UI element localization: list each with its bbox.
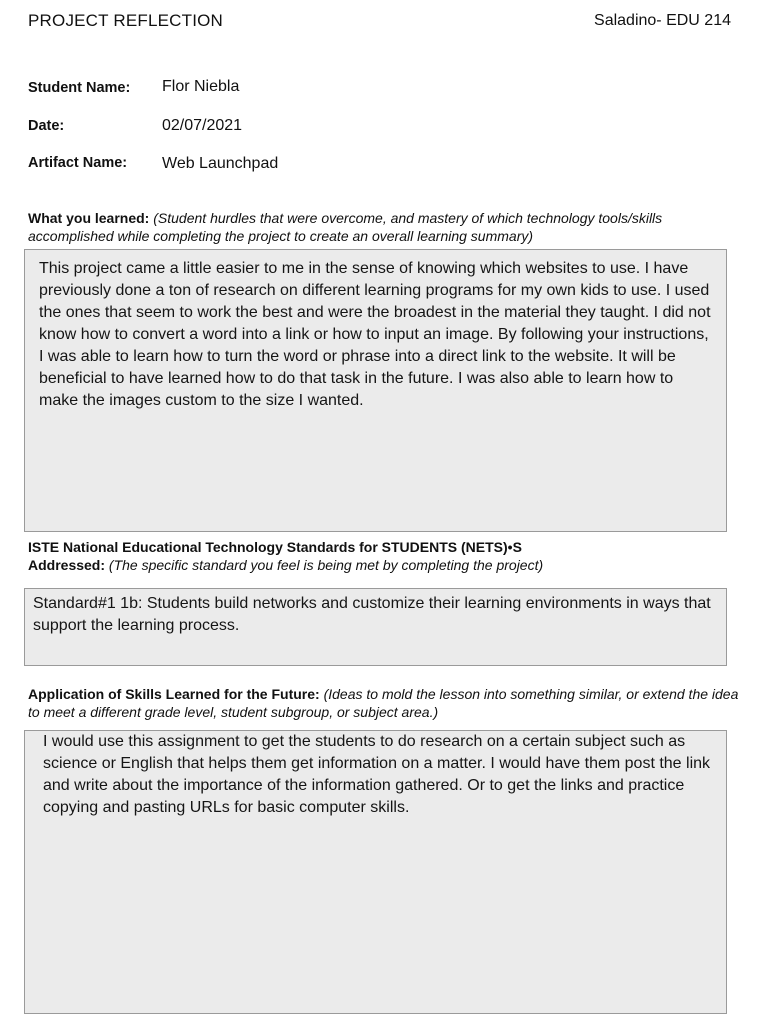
application-heading — [28, 685, 743, 721]
artifact-name-value: Web Launchpad — [162, 155, 279, 172]
artifact-name-label: Artifact Name: — [28, 155, 128, 171]
standard-text-box: Standard#1 1b: Students build networks and customize their learning environments in ways that support the learning process. — [24, 588, 727, 666]
standards-heading — [28, 538, 743, 574]
learned-heading — [28, 209, 743, 245]
standards-heading-title: ISTE National Educational Technology Standards for STUDENTS (NETS)•S — [28, 539, 522, 555]
learned-heading-description: (Student hurdles that were overcome, and mastery of which technology tools/skills accomplished while completing the project to create an overall learning summary) — [28, 210, 663, 244]
course-label: Saladino- EDU 214 — [594, 12, 731, 29]
application-heading-title: Application of Skills Learned for the Future: — [28, 686, 320, 702]
date-value: 02/07/2021 — [162, 117, 243, 134]
learned-text-box: This project came a little easier to me in the sense of knowing which websites to use. I have previously done a ton of research on different learning programs for my own kids to use. I used the ones that seem to work the best and were the broadest in the material they taught. I did not know how to convert a word into a link or how to input an image. By following your instructions, I was able to learn how to turn the word or phrase into a direct link to the website. It will be beneficial to have learned how to do that task in the future. I was also able to learn how to make the images custom to the size I wanted. — [24, 249, 727, 532]
standards-heading-description: (The specific standard you feel is being met by completing the project) — [108, 557, 544, 573]
application-heading-description: (Ideas to mold the lesson into something similar, or extend the idea to meet a different grade level, student subgroup, or subject area.) — [28, 686, 739, 720]
standards-addressed-label: Addressed: — [28, 557, 106, 573]
student-name-label: Student Name: — [28, 80, 131, 96]
application-text-box: I would use this assignment to get the students to do research on a certain subject such as science or English that helps them get information on a matter. I would have them post the link and write about the importance of the information gathered. Or to get the links and practice copying and pasting URLs for basic computer skills. — [24, 730, 727, 1014]
learned-heading-title: What you learned: — [28, 210, 150, 226]
document-title: PROJECT REFLECTION — [28, 11, 224, 30]
student-name-value: Flor Niebla — [162, 78, 240, 95]
date-label: Date: — [28, 118, 65, 134]
